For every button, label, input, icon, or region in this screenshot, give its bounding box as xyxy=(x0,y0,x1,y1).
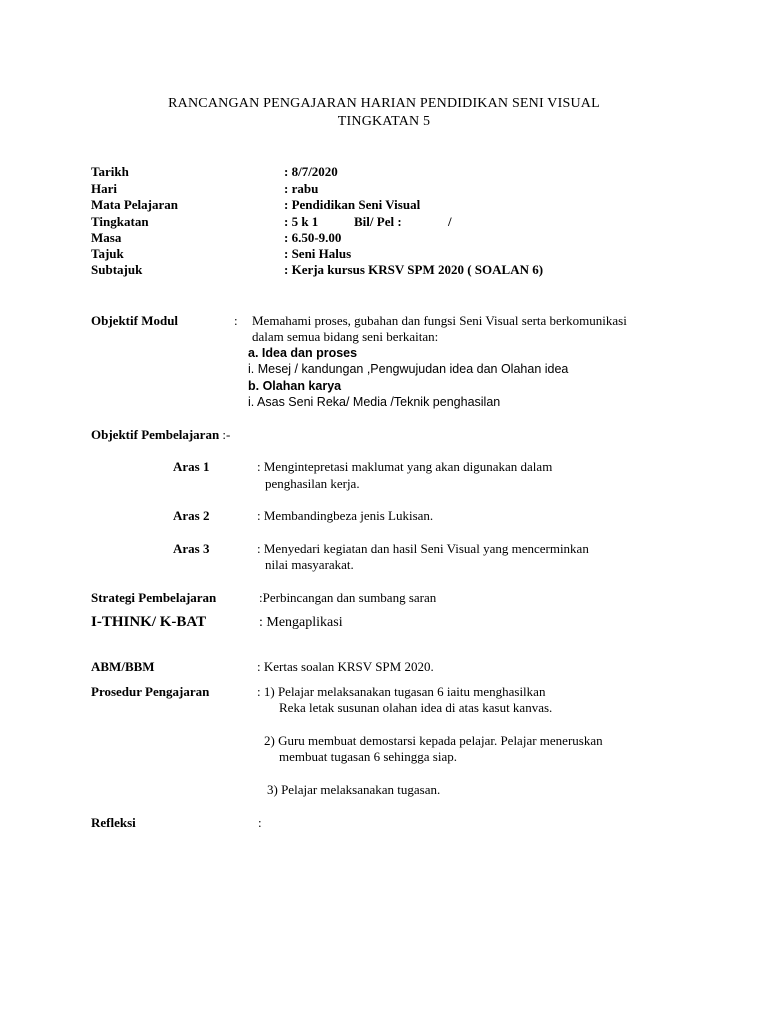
objektif-pembelajaran-label: Objektif Pembelajaran xyxy=(91,427,220,442)
title-line-1: RANCANGAN PENGAJARAN HARIAN PENDIDIKAN SENI VISUAL xyxy=(168,96,600,111)
aras-2-label: Aras 2 xyxy=(173,508,210,523)
prosedur-step-1-line-2: Reka letak susunan olahan idea di atas kasut kanvas. xyxy=(279,700,553,715)
objektif-pembelajaran-suffix: :- xyxy=(222,427,231,442)
strategi-pembelajaran-value: :Perbincangan dan sumbang saran xyxy=(259,590,437,605)
objektif-pembelajaran-heading xyxy=(91,427,230,443)
olahan-karya-heading: b. Olahan karya xyxy=(248,379,342,393)
idea-dan-proses-item: i. Mesej / kandungan ,Pengwujudan idea dan Olahan idea xyxy=(248,362,569,376)
aras-2-line-1: : Membandingbeza jenis Lukisan. xyxy=(257,508,434,523)
tarikh-label: Tarikh xyxy=(91,164,129,179)
masa-value: : 6.50-9.00 xyxy=(284,230,342,245)
abm-bbm-value: : Kertas soalan KRSV SPM 2020. xyxy=(257,659,434,674)
subtajuk-label: Subtajuk xyxy=(91,262,143,277)
prosedur-step-3-line-1: 3) Pelajar melaksanakan tugasan. xyxy=(267,782,441,797)
tingkatan-label: Tingkatan xyxy=(91,214,149,229)
aras-3-line-2: nilai masyarakat. xyxy=(265,557,354,572)
prosedur-pengajaran-label: Prosedur Pengajaran xyxy=(91,684,210,699)
tajuk-value: : Seni Halus xyxy=(284,246,352,261)
bil-pel-slash: / xyxy=(448,214,452,229)
prosedur-step-1-line-1: : 1) Pelajar melaksanakan tugasan 6 iaitu menghasilkan xyxy=(257,684,546,699)
aras-1-label: Aras 1 xyxy=(173,459,210,474)
masa-label: Masa xyxy=(91,230,122,245)
strategi-pembelajaran-label: Strategi Pembelajaran xyxy=(91,590,217,605)
objektif-modul-line-1: Memahami proses, gubahan dan fungsi Seni Visual serta berkomunikasi xyxy=(252,313,627,328)
prosedur-step-2-line-1: 2) Guru membuat demostarsi kepada pelajar. Pelajar meneruskan xyxy=(264,733,603,748)
tajuk-label: Tajuk xyxy=(91,246,124,261)
hari-value: : rabu xyxy=(284,181,319,196)
refleksi-label: Refleksi xyxy=(91,815,136,830)
aras-1-line-2: penghasilan kerja. xyxy=(265,476,360,491)
objektif-modul-label: Objektif Modul xyxy=(91,313,179,328)
refleksi-colon: : xyxy=(258,815,262,830)
aras-3-line-1: : Menyedari kegiatan dan hasil Seni Visual yang mencerminkan xyxy=(257,541,589,556)
mata-pelajaran-label: Mata Pelajaran xyxy=(91,197,179,212)
mata-pelajaran-value: : Pendidikan Seni Visual xyxy=(284,197,421,212)
ithink-kbat-value: : Mengaplikasi xyxy=(259,615,343,630)
tingkatan-value: : 5 k 1 xyxy=(284,214,319,229)
objektif-modul-line-2: dalam semua bidang seni berkaitan: xyxy=(252,329,439,344)
hari-label: Hari xyxy=(91,181,117,196)
aras-3-label: Aras 3 xyxy=(173,541,210,556)
ithink-kbat-label: I-THINK/ K-BAT xyxy=(91,614,207,630)
aras-1-line-1: : Mengintepretasi maklumat yang akan digunakan dalam xyxy=(257,459,553,474)
subtajuk-value: : Kerja kursus KRSV SPM 2020 ( SOALAN 6) xyxy=(284,262,544,277)
prosedur-step-2-line-2: membuat tugasan 6 sehingga siap. xyxy=(279,749,457,764)
tarikh-value: : 8/7/2020 xyxy=(284,164,338,179)
bil-pel-label: Bil/ Pel : xyxy=(354,214,402,229)
abm-bbm-label: ABM/BBM xyxy=(91,659,155,674)
olahan-karya-item: i. Asas Seni Reka/ Media /Teknik penghasilan xyxy=(248,395,501,409)
objektif-modul-colon: : xyxy=(234,313,238,328)
title-line-2: TINGKATAN 5 xyxy=(337,114,431,129)
idea-dan-proses-heading: a. Idea dan proses xyxy=(248,346,358,360)
